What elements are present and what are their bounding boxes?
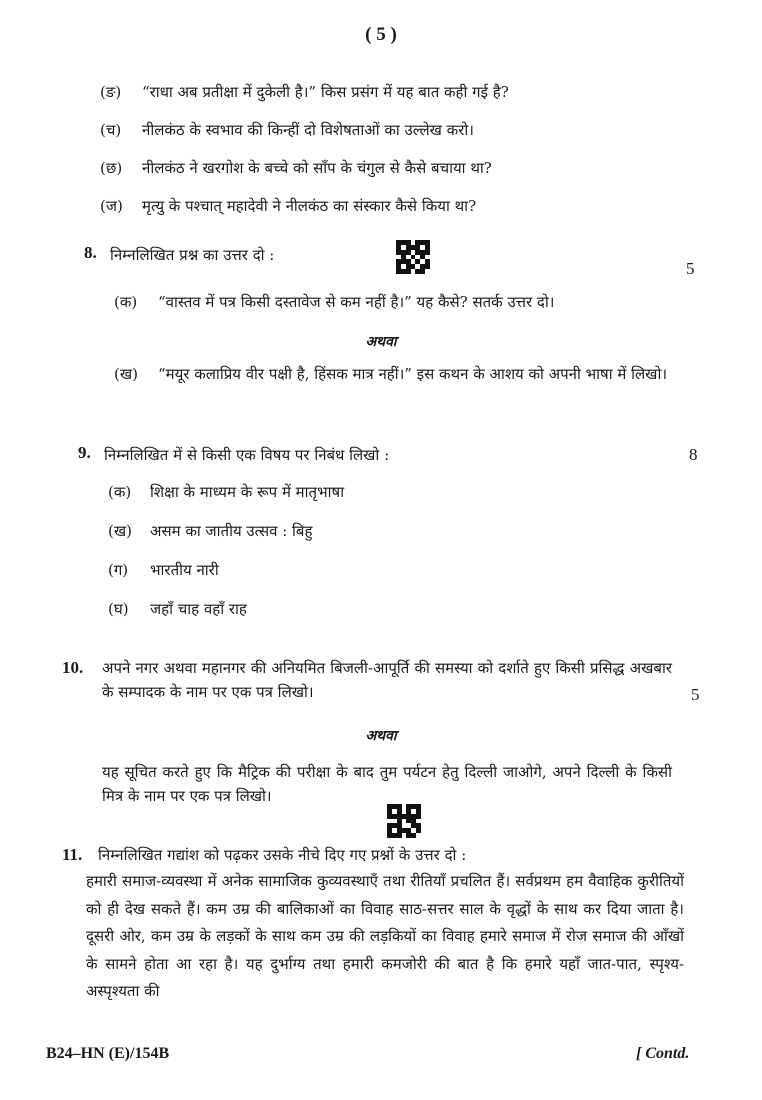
q10-alt-text: यह सूचित करते हुए कि मैट्रिक की परीक्षा के बाद तुम पर्यटन हेतु दिल्ली जाओगे, अपने दिल्ली के किसी मित्र के नाम पर एक पत्र लिखो।	[102, 763, 672, 805]
paper-code: B24–HN (E)/154B	[46, 1045, 170, 1062]
q8-option-a	[114, 290, 694, 314]
q7-item-nga	[100, 80, 690, 104]
item-label: (ज)	[100, 197, 123, 215]
q11-passage: हमारी समाज-व्यवस्था में अनेक सामाजिक कुव्यवस्थाएँ तथा रीतियाँ प्रचलित हैं। सर्वप्रथम हम वैवाहिक कुरीतियों को ही देख सकते हैं। कम उम्र की बालिकाओं का विवाह साठ-सत्तर साल के वृद्धों के साथ कर दिया जाता है। दूसरी ओर, कम उम्र के लड़कों के साथ कम उम्र की लड़कियों का विवाह हमारे समाज में रोज समाज की आँखों के सामने होता आ रहा है। यह दुर्भाग्य तथा हमारी कमजोरी की बात है कि हमारे यहाँ जात-पात, स्पृश्य-अस्पृश्यता की	[86, 872, 684, 1000]
item-text: नीलकंठ के स्वभाव की किन्हीं दो विशेषताओं का उल्लेख करो।	[142, 121, 474, 139]
qr-code-icon	[396, 240, 430, 274]
item-label: (क)	[114, 293, 138, 311]
item-label: (घ)	[108, 600, 129, 618]
item-text: जहाँ चाह वहाँ राह	[150, 600, 247, 618]
item-label: (ग)	[108, 561, 129, 579]
qr-code-icon	[387, 804, 421, 838]
q9-option-c	[108, 558, 698, 582]
q10-marks: 5	[691, 685, 700, 704]
q10-number: 10.	[62, 658, 84, 677]
q10-or-label: अथवा	[365, 728, 397, 744]
item-label: (च)	[100, 121, 122, 139]
q8-option-b	[114, 362, 674, 386]
item-text: “वास्तव में पत्र किसी दस्तावेज से कम नहीं है।” यह कैसे? सतर्क उत्तर दो।	[158, 293, 555, 311]
item-label: (छ)	[100, 159, 123, 177]
item-text: भारतीय नारी	[150, 561, 219, 579]
item-label: (ख)	[108, 522, 132, 540]
q8-number: 8.	[84, 243, 97, 262]
item-text: नीलकंठ ने खरगोश के बच्चे को साँप के चंगुल से कैसे बचाया था?	[142, 159, 492, 177]
q11-number: 11.	[62, 845, 83, 864]
q7-item-ja	[100, 194, 690, 218]
item-text: शिक्षा के माध्यम के रूप में मातृभाषा	[150, 483, 345, 501]
q11-text: निम्नलिखित गद्यांश को पढ़कर उसके नीचे दिए गए प्रश्नों के उत्तर दो :	[98, 846, 467, 864]
q9-option-d	[108, 597, 698, 621]
page-number: ( 5 )	[365, 24, 397, 45]
item-text: “राधा अब प्रतीक्षा में दुकेली है।” किस प्रसंग में यह बात कही गई है?	[142, 83, 509, 101]
item-text: मृत्यु के पश्चात् महादेवी ने नीलकंठ का संस्कार कैसे किया था?	[142, 197, 477, 215]
q8-or-label: अथवा	[365, 334, 397, 350]
q8-text: निम्नलिखित प्रश्न का उत्तर दो :	[110, 246, 275, 264]
item-label: (ङ)	[100, 83, 122, 101]
item-text: असम का जातीय उत्सव : बिहु	[150, 522, 313, 540]
q9-text: निम्नलिखित में से किसी एक विषय पर निबंध लिखो :	[104, 446, 390, 464]
q7-item-cha	[100, 118, 690, 142]
q9-number: 9.	[78, 443, 91, 462]
q7-item-chha	[100, 156, 690, 180]
q8-marks: 5	[686, 259, 695, 278]
q9-marks: 8	[689, 445, 698, 464]
continued-label: [ Contd.	[636, 1045, 690, 1062]
q9-option-b	[108, 519, 698, 543]
item-label: (क)	[108, 483, 132, 501]
item-label: (ख)	[114, 365, 138, 383]
q10-text: अपने नगर अथवा महानगर की अनियमित बिजली-आपूर्ति की समस्या को दर्शाते हुए किसी प्रसिद्ध अखबार के सम्पादक के नाम पर एक पत्र लिखो।	[102, 659, 672, 701]
q9-option-a	[108, 480, 698, 504]
item-text: “मयूर कलाप्रिय वीर पक्षी है, हिंसक मात्र नहीं।” इस कथन के आशय को अपनी भाषा में लिखो।	[158, 365, 668, 383]
